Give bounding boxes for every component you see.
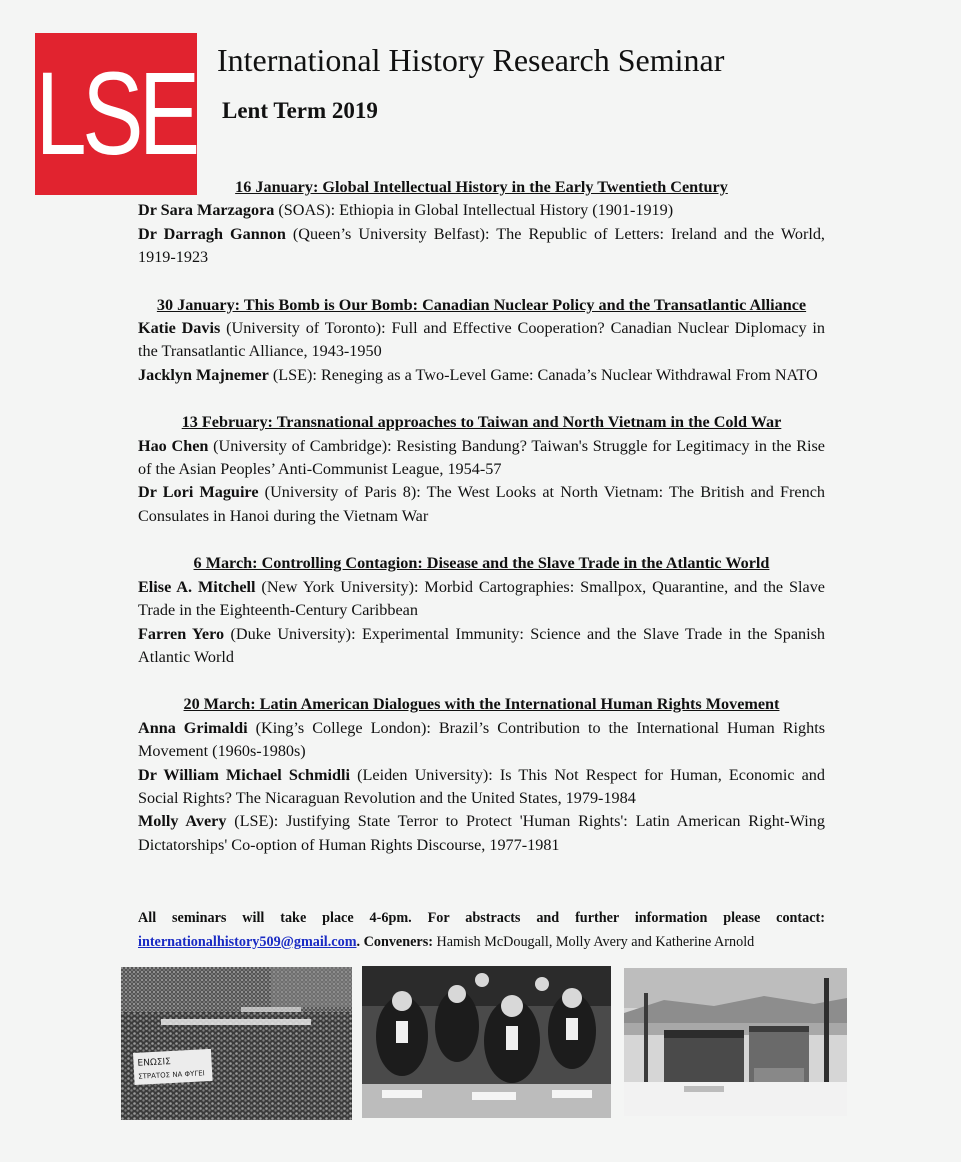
talk xyxy=(138,364,825,387)
session-list xyxy=(138,176,825,881)
crowd-banner-line1: ΕΝΩΣΙΣ xyxy=(137,1057,172,1069)
term-subtitle: Lent Term 2019 xyxy=(222,98,378,123)
talk-details: (New York University): Morbid Cartographies: Smallpox, Quarantine, and the Slave Trade in the Eighteenth-Century Caribbean xyxy=(138,577,825,620)
session xyxy=(138,176,825,270)
talk xyxy=(138,199,825,222)
talk xyxy=(138,623,825,670)
talk xyxy=(138,576,825,623)
speaker-name: Dr Sara Marzagora xyxy=(138,201,275,220)
speaker-name: Farren Yero xyxy=(138,624,225,643)
talk-details: (SOAS): Ethiopia in Global Intellectual History (1901-1919) xyxy=(274,201,674,220)
session-heading: 20 March: Latin American Dialogues with the International Human Rights Movement xyxy=(183,695,780,714)
contact-email-link[interactable]: internationalhistory509@gmail.com xyxy=(138,933,357,950)
speaker-name: Katie Davis xyxy=(138,319,221,338)
talk xyxy=(138,810,825,857)
talk-details: (Duke University): Experimental Immunity: Science and the Slave Trade in the Spanish Atlantic World xyxy=(138,624,825,666)
session-heading: 6 March: Controlling Contagion: Disease and the Slave Trade in the Atlantic World xyxy=(193,554,770,573)
speaker-name: Anna Grimaldi xyxy=(138,718,248,737)
session xyxy=(138,294,825,388)
talk-details: (LSE): Reneging as a Two-Level Game: Canada’s Nuclear Withdrawal From NATO xyxy=(268,365,818,384)
conveners-label: . Conveners: xyxy=(356,933,433,950)
lse-logo: LSE xyxy=(35,33,197,195)
talk xyxy=(138,481,825,528)
nuclear-plant-photo xyxy=(624,968,847,1116)
session-heading: 30 January: This Bomb is Our Bomb: Canadian Nuclear Policy and the Transatlantic Alliance xyxy=(156,295,807,314)
conveners-names: Hamish McDougall, Molly Avery and Katherine Arnold xyxy=(432,933,755,950)
speaker-name: Dr Darragh Gannon xyxy=(138,224,286,243)
talk-details: (Leiden University): Is This Not Respect for Human, Economic and Social Rights? The Nicaraguan Revolution and the United States, 1979-1984 xyxy=(138,765,825,807)
talk-details: (University of Toronto): Full and Effective Cooperation? Canadian Nuclear Diplomacy in the Transatlantic Alliance, 1943-1950 xyxy=(138,319,825,361)
crowd-banner-line2: ΣΤΡΑΤΟΣ ΝΑ ΦΥΓΕΙ xyxy=(138,1069,205,1081)
talk xyxy=(138,223,825,270)
session xyxy=(138,693,825,857)
conference-delegates-photo xyxy=(362,966,611,1118)
session xyxy=(138,552,825,669)
session-heading: 16 January: Global Intellectual History in the Early Twentieth Century xyxy=(235,178,728,196)
crowd-protest-photo xyxy=(121,967,352,1120)
footer-info xyxy=(138,907,825,954)
speaker-name: Jacklyn Majnemer xyxy=(138,365,269,384)
talk xyxy=(138,717,825,764)
footer-schedule-text: All seminars will take place 4-6pm. For abstracts and further information please contact: xyxy=(138,910,825,926)
session xyxy=(138,411,825,528)
talk-details: (University of Cambridge): Resisting Bandung? Taiwan's Struggle for Legitimacy in the Rise of the Asian Peoples’ Anti-Communist League, 1954-57 xyxy=(138,436,825,479)
speaker-name: Molly Avery xyxy=(138,812,227,831)
speaker-name: Elise A. Mitchell xyxy=(138,577,256,596)
talk-details: (King’s College London): Brazil’s Contribution to the International Human Rights Movement (1960s-1980s) xyxy=(138,718,825,761)
speaker-name: Dr William Michael Schmidli xyxy=(138,765,351,784)
talk-details: (University of Paris 8): The West Looks at North Vietnam: The British and French Consulates in Hanoi during the Vietnam War xyxy=(138,483,825,525)
speaker-name: Dr Lori Maguire xyxy=(138,483,259,502)
talk xyxy=(138,435,825,482)
talk xyxy=(138,317,825,364)
talk-details: (Queen’s University Belfast): The Republic of Letters: Ireland and the World, 1919-1923 xyxy=(138,224,825,267)
session-heading: 13 February: Transnational approaches to Taiwan and North Vietnam in the Cold War xyxy=(181,413,782,432)
speaker-name: Hao Chen xyxy=(138,436,209,455)
talk xyxy=(138,764,825,811)
seminar-title: International History Research Seminar xyxy=(217,42,725,78)
talk-details: (LSE): Justifying State Terror to Protect 'Human Rights': Latin American Right-Wing Dictatorships' Co-option of Human Rights Discourse, 1977-1981 xyxy=(138,812,825,854)
